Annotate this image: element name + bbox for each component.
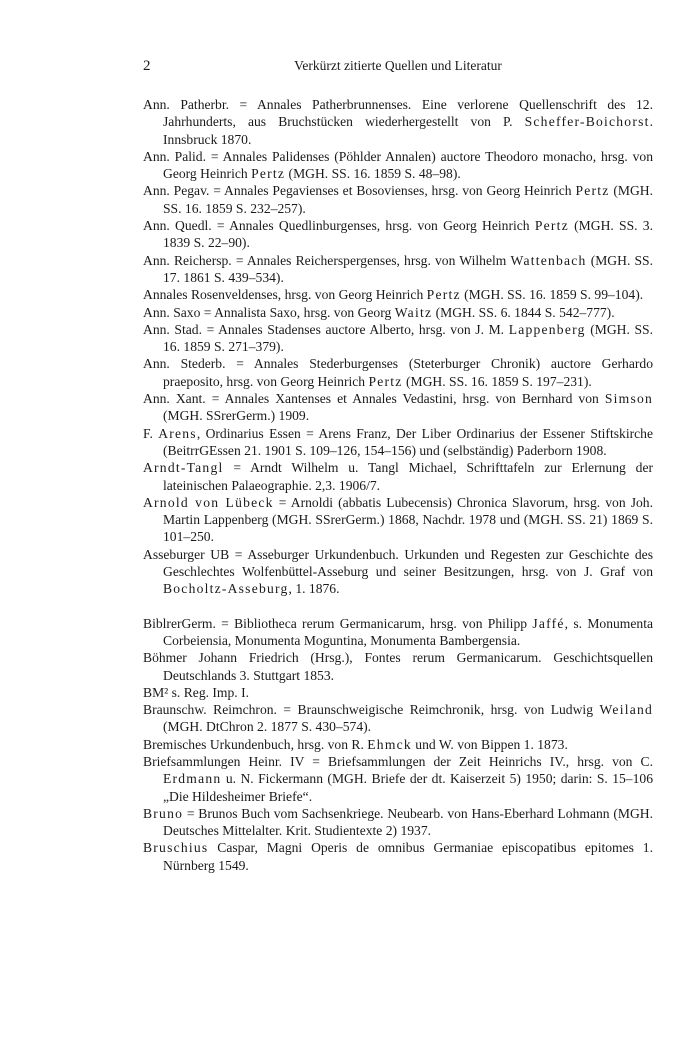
entry-tail: = Arndt Wilhelm u. Tangl Michael, Schrifttafeln zur Erlernung der lateinischen Palaeographie. 2,3. 1906/7. xyxy=(163,460,653,493)
entry-tail: und W. von Bippen 1. 1873. xyxy=(411,736,568,752)
entry-spaced: Lappenberg xyxy=(508,321,586,337)
entry-lead: Bremisches Urkundenbuch, hrsg. von R. xyxy=(143,736,368,752)
entry-spaced: Pertz xyxy=(368,373,403,389)
entry-lead: F. xyxy=(143,425,159,441)
entry-lead: Ann. Stederb. = Annales Stederburgenses (Steterburger Chronik) auctore Gerhardo praeposito, hrsg. von Georg Heinrich xyxy=(143,356,653,389)
entry-lead: Briefsammlungen Heinr. IV = Briefsammlungen der Zeit Heinrichs IV., hrsg. von C. xyxy=(143,753,653,769)
entry-spaced: Pertz xyxy=(575,183,610,199)
entry-lead: Ann. Quedl. = Annales Quedlinburgenses, hrsg. von Georg Heinrich xyxy=(143,218,535,234)
entry-tail: , 1. 1876. xyxy=(288,581,340,597)
entry-lead: Braunschw. Reimchron. = Braunschweigische Reimchronik, hrsg. von Ludwig xyxy=(143,702,600,718)
entry-lead: Ann. Palid. = Annales Palidenses (Pöhlder Annalen) auctore Theodoro monacho, hrsg. von Georg Heinrich xyxy=(143,148,653,182)
bibliography-entry xyxy=(143,425,653,460)
bibliography-entry xyxy=(143,321,653,356)
bibliography-entry xyxy=(143,753,653,805)
bibliography-entry xyxy=(143,286,653,303)
entry-tail: (MGH. SSrerGerm.) 1909. xyxy=(163,408,310,424)
bibliography-entry xyxy=(143,615,653,650)
entry-lead: Ann. Saxo = Annalista Saxo, hrsg. von Georg xyxy=(143,304,395,320)
entry-tail: (MGH. SS. 16. 1859 S. 232–257). xyxy=(163,183,653,216)
entry-spaced: Arndt-Tangl xyxy=(143,460,224,476)
entry-lead: BiblrerGerm. = Bibliotheca rerum Germanicarum, hrsg. von Philipp xyxy=(143,615,533,631)
entry-tail: (MGH. SS. 3. 1839 S. 22–90). xyxy=(163,218,653,251)
entry-lead: Asseburger UB = Asseburger Urkundenbuch. Urkunden und Regesten zur Geschichte des Geschlechtes Wolfenbüttel-Asseburg und seiner Besitzungen, hrsg. von J. Graf von xyxy=(143,546,653,580)
entry-tail: u. N. Fickermann (MGH. Briefe der dt. Kaiserzeit 5) 1950; darin: S. 15–106 „Die Hildesheimer Briefe“. xyxy=(163,771,653,804)
entry-tail: , s. Monumenta Corbeiensia, Monumenta Moguntina, Monumenta Bambergensia. xyxy=(163,615,654,648)
bibliography-list xyxy=(143,96,653,874)
entry-tail: (MGH. SS. 16. 1859 S. 99–104). xyxy=(460,287,644,303)
entry-spaced: Arnold von Lübeck xyxy=(143,494,274,510)
entry-lead: Ann. Patherbr. = Annales Patherbrunnenses. Eine verlorene Quellenschrift des 12. Jahrhunderts, aus Bruchstücken wiederhergestellt von P. xyxy=(143,97,653,130)
bibliography-entry xyxy=(143,649,653,684)
entry-tail: (MGH. SS. 16. 1859 S. 197–231). xyxy=(402,373,592,389)
bibliography-entry xyxy=(143,546,653,598)
bibliography-entry xyxy=(143,736,653,753)
bibliography-entry xyxy=(143,252,653,287)
entry-spaced: Bocholtz-Asseburg xyxy=(163,581,289,597)
entry-tail: = Arnoldi (abbatis Lubecensis) Chronica Slavorum, hrsg. von Joh. Martin Lappenberg (MGH. SSrerGerm.) 1868, Nachdr. 1978 und (MGH. SS. 21) 1869 S. 101–250. xyxy=(163,494,653,545)
entry-spaced: Jaffé xyxy=(532,615,565,631)
bibliography-entry xyxy=(143,148,653,183)
entry-spaced: Bruschius xyxy=(143,840,209,856)
entry-lead: Annales Rosenveldenses, hrsg. von Georg Heinrich xyxy=(143,287,427,303)
entry-tail: (MGH. DtChron 2. 1877 S. 430–574). xyxy=(163,719,372,735)
entry-tail: (MGH. SS. 17. 1861 S. 439–534). xyxy=(163,252,654,285)
bibliography-entry xyxy=(143,839,653,874)
entry-tail: (MGH. SS. 16. 1859 S. 271–379). xyxy=(163,321,654,355)
entry-lead: Böhmer Johann Friedrich (Hrsg.), Fontes rerum Germanicarum. Geschichtsquellen Deutschlands 3. Stuttgart 1853. xyxy=(143,650,653,683)
entry-tail: (MGH. SS. 16. 1859 S. 48–98). xyxy=(285,166,461,182)
bibliography-entry xyxy=(143,459,653,494)
bibliography-entry xyxy=(143,304,653,321)
entry-spaced: Simson xyxy=(604,391,653,407)
bibliography-entry xyxy=(143,494,653,546)
entry-tail: Caspar, Magni Operis de omnibus Germaniae episcopatibus epitomes 1. Nürnberg 1549. xyxy=(163,840,653,873)
bibliography-group-a xyxy=(143,96,653,598)
entry-lead: Ann. Reichersp. = Annales Reicherspergenses, hrsg. von Wilhelm xyxy=(143,252,511,268)
page-header xyxy=(143,56,653,76)
bibliography-entry xyxy=(143,390,653,425)
bibliography-entry xyxy=(143,701,653,736)
entry-spaced: Pertz xyxy=(251,166,286,182)
bibliography-entry xyxy=(143,355,653,390)
entry-tail: . Innsbruck 1870. xyxy=(163,114,653,147)
entry-tail: (MGH. SS. 6. 1844 S. 542–777). xyxy=(432,304,615,320)
entry-spaced: Erdmann xyxy=(163,771,222,787)
page-number: 2 xyxy=(143,58,151,74)
entry-tail: = Brunos Buch vom Sachsenkriege. Neubearb. von Hans-Eberhard Lohmann (MGH. Deutsches Mittelalter. Krit. Studientexte 2) 1937. xyxy=(163,805,653,839)
entry-spaced: Bruno xyxy=(143,805,184,821)
bibliography-entry xyxy=(143,684,653,701)
group-separator xyxy=(143,598,653,615)
entry-lead: Ann. Stad. = Annales Stadenses auctore Alberto, hrsg. von J. M. xyxy=(143,321,509,337)
entry-lead: BM² s. Reg. Imp. I. xyxy=(143,684,250,700)
bibliography-group-b xyxy=(143,615,653,874)
entry-spaced: Arens xyxy=(158,425,197,441)
entry-lead: Ann. Pegav. = Annales Pegavienses et Bosovienses, hrsg. von Georg Heinrich xyxy=(143,183,576,199)
entry-spaced: Waitz xyxy=(394,304,433,320)
entry-spaced: Pertz xyxy=(426,287,461,303)
bibliography-entry xyxy=(143,96,653,148)
running-title: Verkürzt zitierte Quellen und Literatur xyxy=(294,58,502,73)
entry-spaced: Wattenbach xyxy=(510,252,587,268)
entry-spaced: Ehmck xyxy=(367,736,412,752)
entry-spaced: Weiland xyxy=(599,702,653,718)
entry-lead: Ann. Xant. = Annales Xantenses et Annales Vedastini, hrsg. von Bernhard von xyxy=(143,391,605,407)
entry-spaced: Pertz xyxy=(534,218,569,234)
entry-tail: , Ordinarius Essen = Arens Franz, Der Liber Ordinarius der Essener Stiftskirche (BeitrrGEssen 21. 1901 S. 109–126, 154–156) und (selbständig) Paderborn 1908. xyxy=(163,425,653,458)
bibliography-entry xyxy=(143,182,653,217)
entry-spaced: Scheffer-Boichorst xyxy=(524,114,650,130)
bibliography-entry xyxy=(143,805,653,840)
bibliography-entry xyxy=(143,217,653,252)
